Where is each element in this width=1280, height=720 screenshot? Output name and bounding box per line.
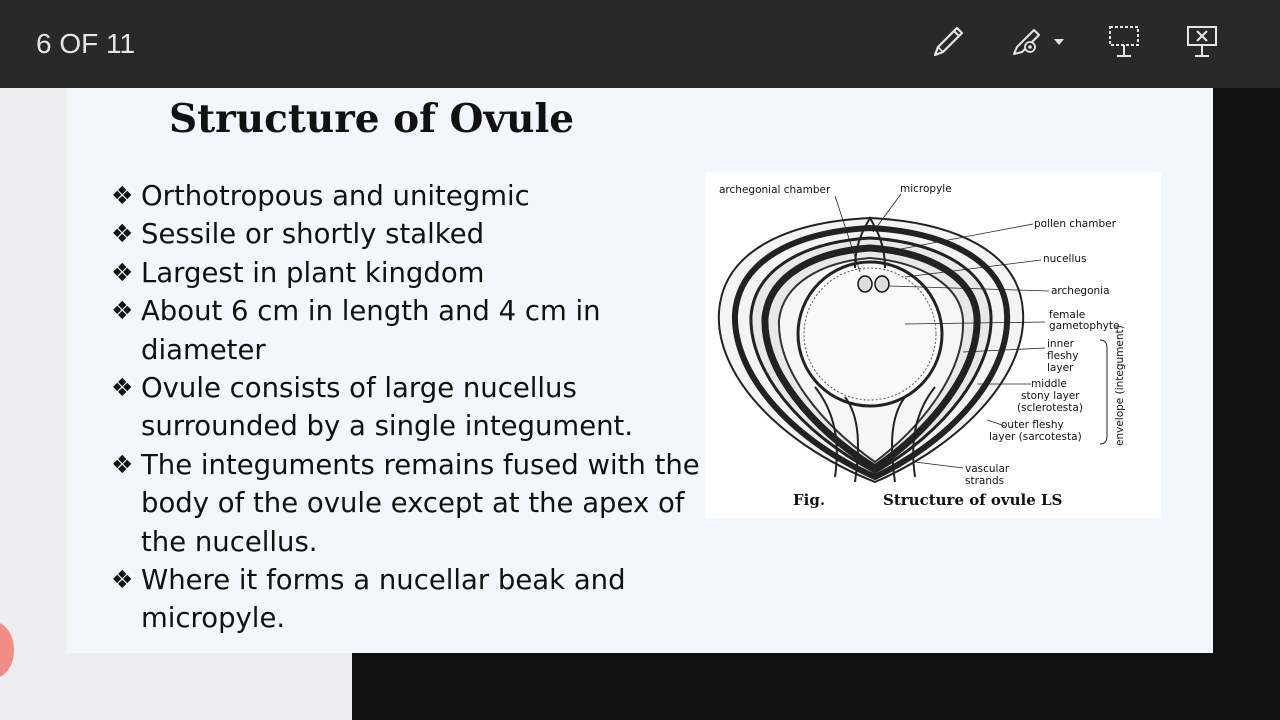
label-layer: layer — [1047, 362, 1074, 374]
page-counter: 6 OF 11 — [36, 28, 136, 59]
bullet-mark-icon: ❖ — [111, 257, 134, 287]
ovule-diagram — [705, 172, 1161, 518]
bullet-mark-icon: ❖ — [111, 296, 134, 326]
label-fleshy: fleshy — [1047, 350, 1079, 362]
bullet-item: ❖ About 6 cm in length and 4 cm in diameter — [111, 292, 711, 369]
label-micropyle: micropyle — [900, 183, 952, 195]
figure-caption: Structure of ovule LS — [883, 491, 1063, 509]
highlighter-settings-icon — [1008, 22, 1068, 62]
slide — [67, 88, 1213, 653]
ovule-diagram-drawing — [705, 172, 1161, 518]
highlighter-tool-button[interactable] — [1008, 22, 1068, 62]
bullet-list — [111, 177, 711, 638]
bullet-item: ❖ The integuments remains fused with the body of the ovule except at the apex of the nucellus. — [111, 446, 711, 561]
label-sclerotesta: (sclerotesta) — [1017, 402, 1083, 414]
label-nucellus: nucellus — [1043, 253, 1087, 265]
bullet-mark-icon: ❖ — [111, 219, 134, 249]
bullet-item: ❖ Ovule consists of large nucellus surrounded by a single integument. — [111, 369, 711, 446]
close-presentation-button[interactable] — [1180, 22, 1224, 62]
bullet-mark-icon: ❖ — [111, 373, 134, 403]
bullet-item: ❖ Largest in plant kingdom — [111, 254, 711, 292]
presentation-toolbar — [0, 0, 1280, 88]
label-female: female — [1049, 309, 1086, 321]
label-gametophyte: gametophyte — [1049, 320, 1120, 332]
whiteboard-button[interactable] — [1102, 22, 1146, 62]
pen-icon — [926, 22, 970, 62]
bullet-item: ❖ Sessile or shortly stalked — [111, 215, 711, 253]
label-archegonia: archegonia — [1051, 285, 1110, 297]
bullet-item: ❖ Orthotropous and unitegmic — [111, 177, 711, 215]
bullet-mark-icon: ❖ — [111, 449, 134, 479]
label-inner: inner — [1047, 338, 1075, 350]
presentation-board-icon — [1102, 22, 1146, 62]
bullet-item: ❖ Where it forms a nucellar beak and micropyle. — [111, 561, 711, 638]
label-stony-layer: stony layer — [1021, 390, 1080, 402]
slide-title: Structure of Ovule — [169, 96, 575, 142]
label-pollen-chamber: pollen chamber — [1034, 218, 1116, 230]
figure-caption-prefix: Fig. — [793, 491, 826, 509]
label-outer-fleshy: outer fleshy — [1001, 419, 1064, 431]
label-sarcotesta: layer (sarcotesta) — [989, 431, 1082, 443]
bullet-mark-icon: ❖ — [111, 565, 134, 595]
pen-tool-button[interactable] — [926, 22, 970, 62]
slide-marker[interactable] — [0, 622, 14, 678]
close-presentation-icon — [1180, 22, 1224, 62]
label-vascular: vascular — [965, 463, 1010, 475]
label-envelope: envelope (integument) — [1114, 325, 1126, 446]
bullet-mark-icon: ❖ — [111, 181, 134, 210]
label-archegonial-chamber: archegonial chamber — [719, 184, 831, 196]
label-strands: strands — [965, 475, 1005, 487]
label-middle: middle — [1031, 378, 1067, 390]
